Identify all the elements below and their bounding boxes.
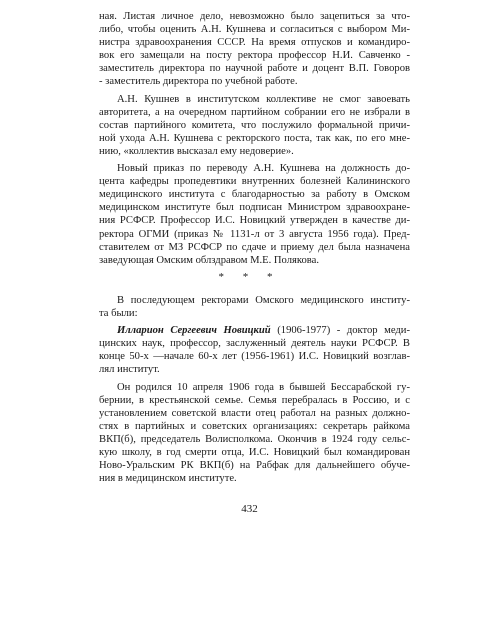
text-line: бернии, в крестьянской семье. Семья перебралась в Россию, и с — [99, 394, 410, 406]
paragraph-kushnev-authority — [99, 93, 410, 158]
paragraph-rectors-intro — [99, 294, 410, 320]
text-line: кую школу, в год смерти отца, И.С. Новицкий был командирован — [99, 447, 410, 459]
text-line: ВКП(б), председатель Волисполкома. Окончив в 1924 году сельс- — [99, 433, 410, 445]
text-line: ставителем от МЗ РСФСР по сдаче и приему дел была назначена — [99, 241, 410, 253]
text-line: либо, чтобы оценить А.Н. Кушнева и согласиться с выбором Ми- — [99, 24, 410, 36]
section-separator: * * * — [218, 271, 281, 283]
text-line: та были: — [99, 308, 138, 320]
text-line: цента кафедры пропедевтики внутренних болезней Калининского — [99, 176, 410, 188]
text-fragment: (1906-1977) - доктор меди- — [270, 325, 410, 337]
paragraph-new-order — [99, 162, 410, 267]
text-line: вок его замещали на посту ректора профессор Н.И. Савченко - — [99, 50, 410, 62]
text-line: нистра здравоохранения СССР. На время отпусков и командиро- — [99, 37, 410, 49]
lower-text-block — [99, 294, 410, 489]
text-line: ния в медицинском институте. — [99, 473, 237, 485]
text-line: лял институт. — [99, 364, 160, 376]
text-line: состав партийного комитета, что послужило формальной причи- — [99, 119, 410, 131]
text-line: ния РСФСР. Профессор И.С. Новицкий утвержден в качестве ди- — [99, 215, 410, 227]
text-line: Он родился 10 апреля 1906 года в бывшей Бессарабской гу- — [117, 381, 410, 393]
text-line: установлением советской власти отец работал на разных должно- — [99, 407, 410, 419]
text-line: ной ухода А.Н. Кушнева с ректорского поста, так как, по его мне- — [99, 132, 410, 144]
text-line: Новый приказ по переводу А.Н. Кушнева на должность до- — [117, 163, 410, 175]
text-line: А.Н. Кушнев в институтском коллективе не смог завоевать — [117, 93, 410, 105]
page-number: 432 — [241, 503, 258, 515]
text-line: стях в партийных и советских организациях: секретарь райкома — [99, 420, 410, 432]
person-name: Илларион Сергеевич Новицкий — [117, 325, 271, 337]
paragraph-novitsky-bio — [99, 324, 410, 376]
text-line: конце 50-х —начале 60-х лет (1956-1961) И.С. Новицкий возглав- — [99, 351, 410, 363]
text-line: заведующая Омским облздравом М.Е. Полякова. — [99, 254, 319, 266]
paragraph-kushnev-file — [99, 10, 410, 89]
text-line — [99, 324, 410, 337]
text-line: медицинском институте был подписан Министром здравоохране- — [99, 202, 410, 214]
text-line: - заместитель директора по учебной работе. — [99, 76, 298, 88]
text-line: медицинского института с благодарностью за работу в Омском — [99, 189, 410, 201]
text-line: В последующем ректорами Омского медицинского институ- — [117, 295, 410, 306]
text-line: цинских наук, профессор, заслуженный деятель науки РСФСР. В — [99, 338, 410, 350]
text-line: Ново-Уральским РК ВКП(б) на Рабфак для дальнейшего обуче- — [99, 460, 410, 472]
text-line: авторитета, а на очередном партийном собрании его не избрали в — [99, 106, 410, 118]
text-line: ная. Листая личное дело, невозможно было зацепиться за что- — [99, 11, 410, 22]
paragraph-novitsky-origin — [99, 381, 410, 486]
text-line: заместитель директора по научной работе и доцент В.П. Говоров — [99, 63, 410, 75]
upper-text-block — [99, 10, 410, 271]
text-line: нию, «коллектив высказал ему недоверие». — [99, 145, 294, 157]
text-line: ректора ОГМИ (приказ № 1131-л от 3 августа 1956 года). Пред- — [99, 228, 410, 240]
